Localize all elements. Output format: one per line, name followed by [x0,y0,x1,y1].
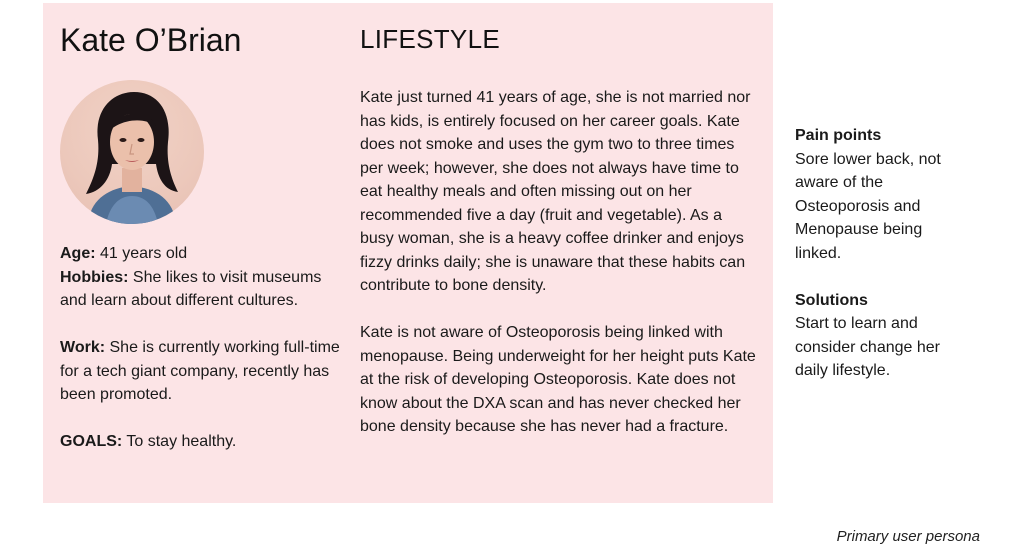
lifestyle-title: LIFESTYLE [360,24,500,54]
persona-avatar [60,80,204,224]
solutions-title: Solutions [795,291,868,309]
hobbies-line: Hobbies: She likes to visit museums and learn about different cultures. [60,268,322,309]
age-line: Age: 41 years old [60,245,188,262]
lifestyle-body [360,86,760,462]
work-line: Work: She is currently working full-time for a tech giant company, recently has been promoted. [60,339,340,403]
pain-points-title: Pain points [795,127,882,144]
lifestyle-paragraph: Kate is not aware of Osteoporosis being linked with menopause. Being underweight for her height puts Kate at the risk of developing Osteoporosis. Kate does not know about the DXA scan and has never checked her bone density because she has never had a fracture. [360,324,756,435]
persona-facts [60,242,345,454]
goals-line: GOALS: To stay healthy. [60,433,237,450]
lifestyle-paragraph: Kate just turned 41 years of age, she is not married nor has kids, is entirely focused on her career goals. Kate does not smoke and uses the gym two to three times per week; however, she does not always have time to eat healthy meals and often missing out on her recommended five a day (fruit and vegetable). As a busy woman, she is a heavy coffee drinker and enjoys fizzy drinks daily; she is unaware that these habits can contribute to bone density. [360,89,751,294]
pain-points-text: Sore lower back, not aware of the Osteoporosis and Menopause being linked. [795,150,941,262]
solutions-text: Start to learn and consider change her daily lifestyle. [795,315,940,379]
slide-caption: Primary user persona [836,528,980,545]
persona-sidebar [795,124,970,406]
persona-name: Kate O’Brian [60,22,242,58]
persona-portrait-image [60,80,204,224]
